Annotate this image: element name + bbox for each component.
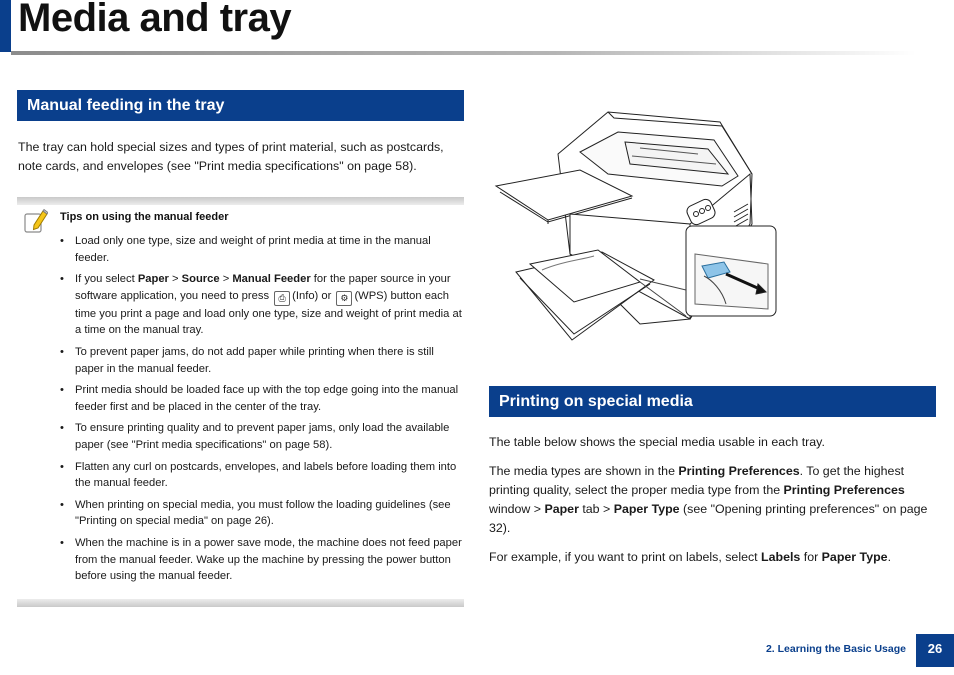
tips-box-bottom-border (17, 599, 464, 607)
manual-feeding-intro: The tray can hold special sizes and types of print material, such as postcards, note cards, and envelopes (see "Print media specifications" on page 58). (18, 140, 444, 173)
info-button-icon: ⎙ (274, 291, 290, 306)
tips-title: Tips on using the manual feeder (60, 211, 229, 223)
tips-list (60, 233, 464, 590)
tips-box-top-border (17, 197, 464, 205)
wps-button-icon: ⚙ (336, 291, 352, 306)
page-number: 26 (916, 634, 954, 667)
footer-chapter-link[interactable]: 2. Learning the Basic Usage (765, 643, 906, 655)
section-header-special-media: Printing on special media (489, 386, 936, 417)
list-item: • Flatten any curl on postcards, envelopes, and labels before loading them into the manual feeder. (60, 460, 457, 490)
list-item: • To prevent paper jams, do not add paper while printing when there is still paper in the manual feeder. (60, 345, 434, 375)
special-media-p1: The table below shows the special media usable in each tray. (489, 435, 825, 449)
list-item: • When the machine is in a power save mode, the machine does not feed paper from the manual feeder. Wake up the machine by pressing the power button before using the manual feeder. (60, 536, 462, 583)
list-item: • Load only one type, size and weight of print media at time in the manual feeder. (60, 235, 431, 264)
special-media-p2: The media types are shown in the Printing Preferences. To get the highest printing quality, select the proper media type from the Printing Preferences window > Paper tab > Paper Type (see "Opening printing preferences" on page 32). (489, 464, 928, 535)
title-accent-bar (0, 0, 11, 52)
title-divider (11, 51, 916, 55)
printer-manual-feed-illustration (490, 104, 782, 344)
page-title: Media and tray (18, 0, 292, 40)
section-header-manual-feeding: Manual feeding in the tray (17, 90, 464, 121)
list-item: • Print media should be loaded face up with the top edge going into the manual feeder first and be placed in the center of the tray. (60, 384, 459, 413)
special-media-p3: For example, if you want to print on labels, select Labels for Paper Type. (489, 550, 892, 564)
list-item: • If you select Paper > Source > Manual Feeder for the paper source in your software application, you need to press ⎙ (Info) or ⚙ (WPS) button each time you print a page and load only one type, size and weight of print media at a time on the manual tray. (60, 273, 462, 337)
pencil-note-icon (24, 208, 48, 234)
list-item: • To ensure printing quality and to prevent paper jams, only load the available paper (see "Print media specifications" on page 58). (60, 422, 450, 451)
list-item: • When printing on special media, you must follow the loading guidelines (see "Printing on special media" on page 26). (60, 498, 451, 528)
